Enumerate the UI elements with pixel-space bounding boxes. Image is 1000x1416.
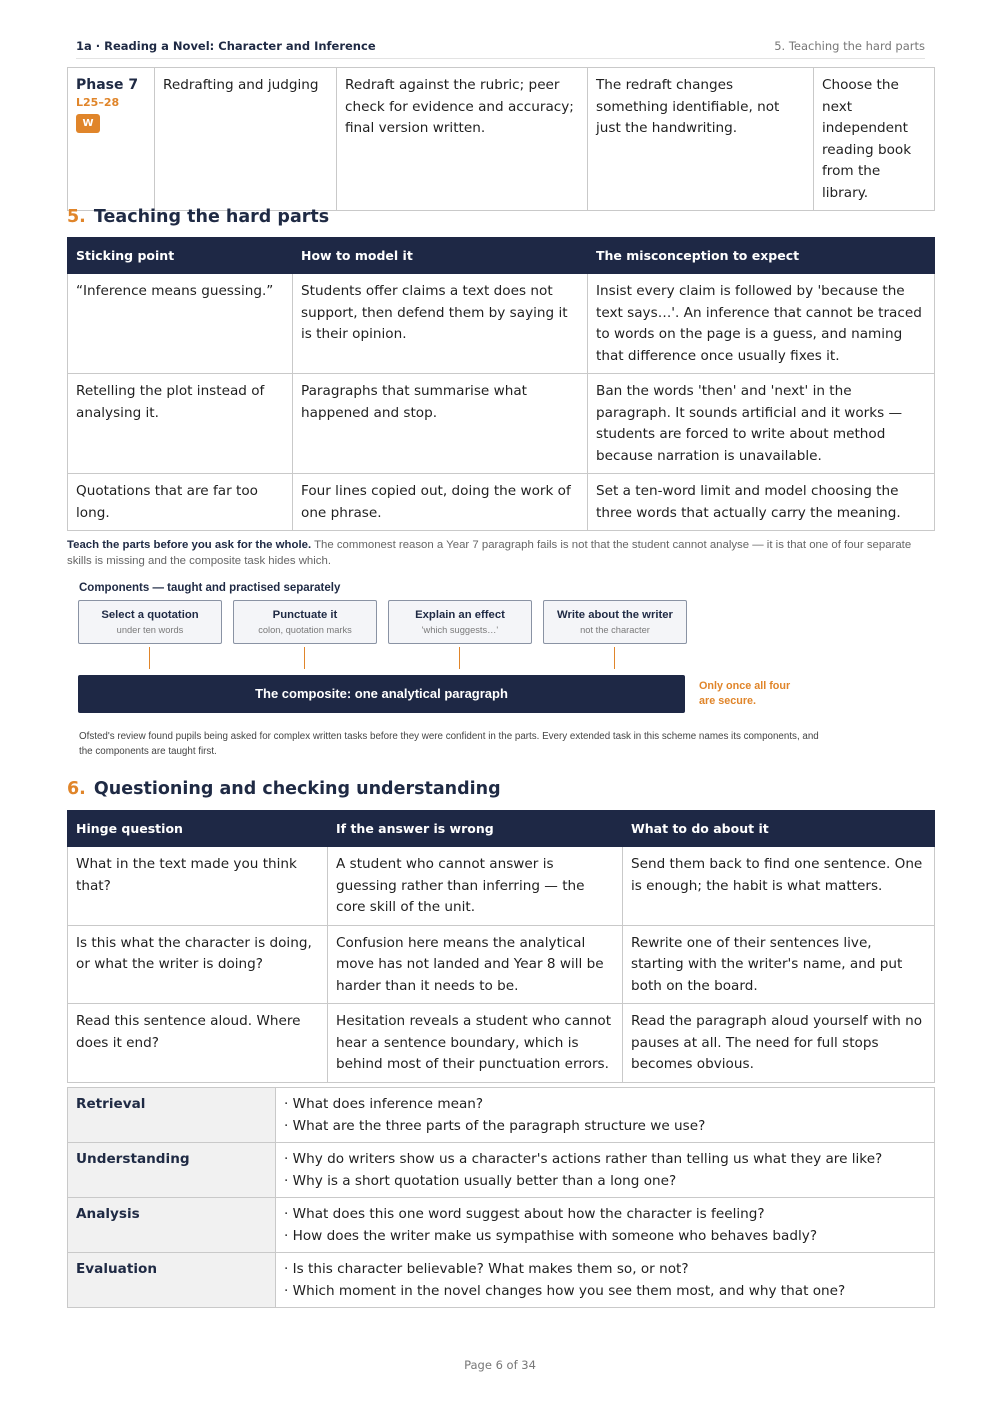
question-levels-table xyxy=(67,1087,935,1308)
level-questions xyxy=(276,1253,935,1308)
table-cell: Set a ten-word limit and model choosing the three words that actually carry the meaning. xyxy=(588,474,935,531)
table-header-row xyxy=(68,811,935,847)
column-header: What to do about it xyxy=(623,811,935,847)
table-row xyxy=(68,1088,935,1143)
level-questions xyxy=(276,1088,935,1143)
component-box xyxy=(388,600,532,644)
level-label: Understanding xyxy=(68,1143,276,1198)
table-cell: “Inference means guessing.” xyxy=(68,274,293,374)
level-questions xyxy=(276,1143,935,1198)
table-row xyxy=(68,1253,935,1308)
level-label: Evaluation xyxy=(68,1253,276,1308)
section-6-heading xyxy=(67,779,501,799)
level-label: Analysis xyxy=(68,1198,276,1253)
table-row xyxy=(68,1143,935,1198)
column-header: If the answer is wrong xyxy=(328,811,623,847)
table-row xyxy=(68,374,935,474)
question-line: · Is this character believable? What makes them so, or not? xyxy=(284,1261,689,1277)
table-cell: Rewrite one of their sentences live, starting with the writer's name, and put both on the board. xyxy=(623,925,935,1004)
table-cell: Read the paragraph aloud yourself with no pauses at all. The need for full stops becomes obvious. xyxy=(623,1004,935,1083)
table-row xyxy=(68,68,935,211)
document-title: 1a · Reading a Novel: Character and Inference xyxy=(76,39,376,53)
hinge-questions-table xyxy=(67,810,935,1083)
component-subtitle: colon, quotation marks xyxy=(258,625,352,635)
column-header: Hinge question xyxy=(68,811,328,847)
phase-next: Choose the next independent reading book from the library. xyxy=(814,68,935,211)
level-questions xyxy=(276,1198,935,1253)
component-title: Explain an effect xyxy=(415,609,505,621)
column-header: The misconception to expect xyxy=(588,238,935,274)
components-heading: Components — taught and practised separately xyxy=(79,582,341,594)
table-cell: Paragraphs that summarise what happened and stop. xyxy=(293,374,588,474)
component-box xyxy=(78,600,222,644)
table-row xyxy=(68,925,935,1004)
column-header: How to model it xyxy=(293,238,588,274)
component-subtitle: 'which suggests…' xyxy=(421,625,499,635)
column-header: Sticking point xyxy=(68,238,293,274)
phase-cell xyxy=(68,68,155,211)
component-box xyxy=(233,600,377,644)
question-line: · What does inference mean? xyxy=(284,1096,484,1112)
table-row xyxy=(68,274,935,374)
composite-bar: The composite: one analytical paragraph xyxy=(78,675,685,713)
phase-lessons: L25–28 xyxy=(76,96,120,109)
writing-badge: W xyxy=(76,114,100,133)
section-5-number: 5. xyxy=(67,207,86,227)
table-cell: Hesitation reveals a student who cannot hear a sentence boundary, which is behind most of their punctuation errors. xyxy=(328,1004,623,1083)
component-subtitle: not the character xyxy=(580,625,650,635)
diagram-intro xyxy=(67,537,917,569)
table-row xyxy=(68,474,935,531)
phase-activity: Redraft against the rubric; peer check for evidence and accuracy; final version written. xyxy=(337,68,588,211)
table-row xyxy=(68,1198,935,1253)
section-5-title: Teaching the hard parts xyxy=(93,207,330,227)
table-cell: Confusion here means the analytical move has not landed and Year 8 will be harder than it needs to be. xyxy=(328,925,623,1004)
page-number: Page 6 of 34 xyxy=(464,1358,536,1372)
table-cell: Quotations that are far too long. xyxy=(68,474,293,531)
section-6-title: Questioning and checking understanding xyxy=(93,779,501,799)
component-box xyxy=(543,600,687,644)
table-cell: Insist every claim is followed by 'because the text says…'. An inference that cannot be traced to words on the page is a guess, and naming that difference once usually fixes it. xyxy=(588,274,935,374)
table-cell: Students offer claims a text does not support, then defend them by saying it is their opinion. xyxy=(293,274,588,374)
connector-line xyxy=(459,647,460,669)
connector-line xyxy=(149,647,150,669)
question-line: · What are the three parts of the paragraph structure we use? xyxy=(284,1117,706,1134)
level-label: Retrieval xyxy=(68,1088,276,1143)
running-header xyxy=(76,38,925,59)
table-cell: Send them back to find one sentence. One is enough; the habit is what matters. xyxy=(623,847,935,926)
table-cell: Retelling the plot instead of analysing it. xyxy=(68,374,293,474)
diagram-intro-bold: Teach the parts before you ask for the whole. xyxy=(67,539,312,551)
question-line: · Why do writers show us a character's actions rather than telling us what they are like? xyxy=(284,1151,883,1167)
phase-focus: Redrafting and judging xyxy=(155,68,337,211)
section-label: 5. Teaching the hard parts xyxy=(774,39,925,53)
component-subtitle: under ten words xyxy=(116,625,184,635)
question-line: · What does this one word suggest about how the character is feeling? xyxy=(284,1206,765,1222)
phase-success: The redraft changes something identifiable, not just the handwriting. xyxy=(588,68,814,211)
phase-table xyxy=(67,67,935,211)
table-cell: A student who cannot answer is guessing rather than inferring — the core skill of the unit. xyxy=(328,847,623,926)
diagram-footnote: Ofsted's review found pupils being asked for complex written tasks before they were confident in the parts. Every extended task in this scheme names its components, and the components are taught first. xyxy=(79,731,819,757)
table-cell: Four lines copied out, doing the work of one phrase. xyxy=(293,474,588,531)
diagram-intro-text: The commonest reason a Year 7 paragraph fails is not that the student cannot analyse — it is that one of four separate skills is missing and the composite task hides which. xyxy=(67,539,912,567)
composite-note: Only once all four are secure. xyxy=(699,680,791,707)
component-title: Write about the writer xyxy=(557,609,673,621)
table-row xyxy=(68,847,935,926)
component-title: Select a quotation xyxy=(101,609,199,621)
question-line: · Why is a short quotation usually better than a long one? xyxy=(284,1172,677,1189)
connector-line xyxy=(304,647,305,669)
connector-line xyxy=(614,647,615,669)
table-cell: Ban the words 'then' and 'next' in the paragraph. It sounds artificial and it works — students are forced to write about method because narration is unavailable. xyxy=(588,374,935,474)
component-title: Punctuate it xyxy=(272,609,338,621)
phase-name: Phase 7 xyxy=(76,77,139,93)
question-line: · Which moment in the novel changes how you see them most, and why that one? xyxy=(284,1282,846,1299)
section-6-number: 6. xyxy=(67,779,86,799)
sticking-points-table xyxy=(67,237,935,531)
table-cell: What in the text made you think that? xyxy=(68,847,328,926)
section-5-heading xyxy=(67,207,329,227)
table-cell: Read this sentence aloud. Where does it end? xyxy=(68,1004,328,1083)
table-row xyxy=(68,1004,935,1083)
question-line: · How does the writer make us sympathise with someone who behaves badly? xyxy=(284,1227,818,1244)
table-cell: Is this what the character is doing, or what the writer is doing? xyxy=(68,925,328,1004)
table-header-row xyxy=(68,238,935,274)
